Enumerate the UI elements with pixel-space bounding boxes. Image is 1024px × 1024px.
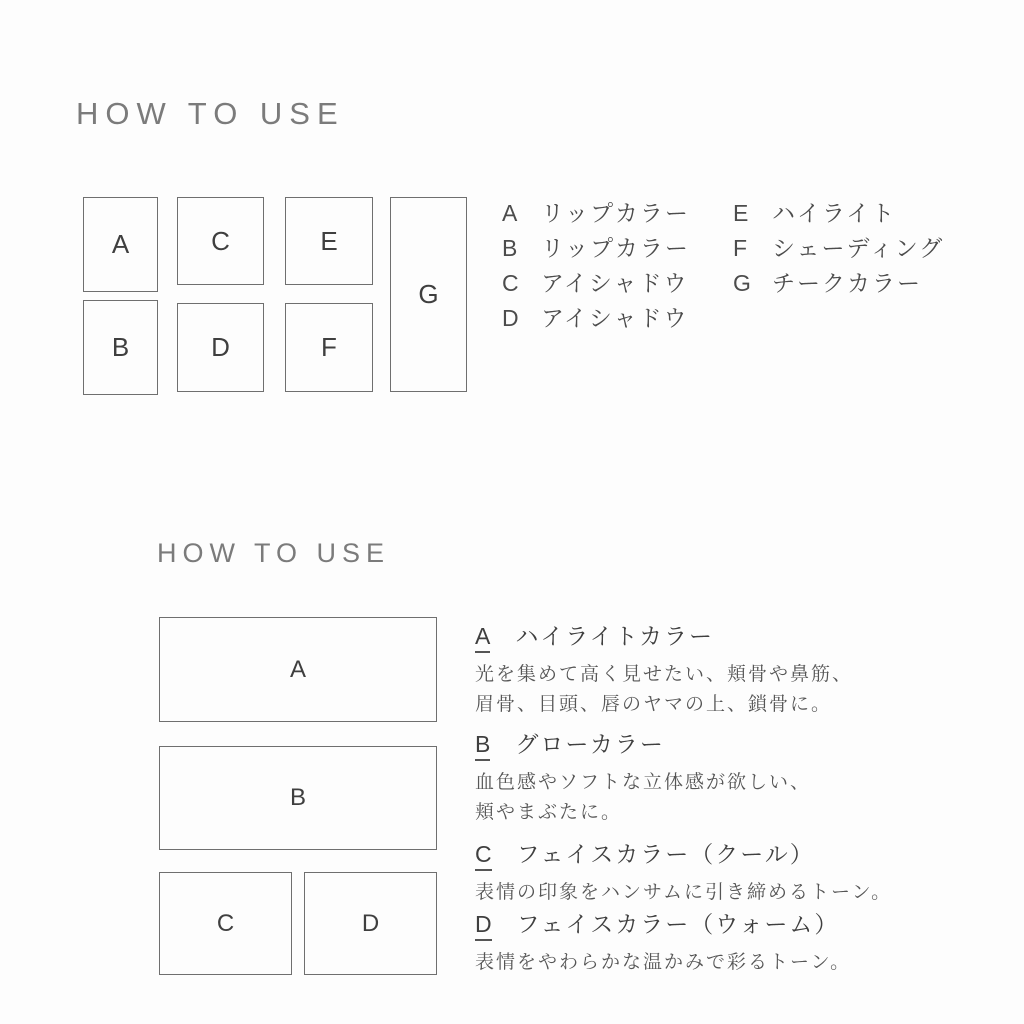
palette-box-d	[177, 303, 264, 392]
palette-box-f-label: F	[321, 332, 337, 362]
entry-c-body	[475, 878, 892, 908]
entry-d-line-1: 表情をやわらかな温かみで彩るトーン。	[475, 952, 852, 973]
legend-letter-f: F	[733, 235, 748, 261]
legend-letter-b: B	[502, 235, 518, 261]
entry-b-line-1: 血色感やソフトな立体感が欲しい、	[475, 772, 812, 793]
palette-box-e-label: E	[320, 225, 338, 256]
description-entry-b	[475, 726, 811, 828]
legend-label-f: シェーディング	[772, 235, 945, 261]
entry-a-header	[475, 618, 853, 653]
legend-row-f	[733, 231, 944, 266]
palette-box-a-label: A	[111, 229, 130, 259]
legend-label-c: アイシャドウ	[541, 270, 689, 296]
entry-c-letter: C	[475, 841, 492, 871]
legend-row-c	[502, 266, 690, 301]
legend-row-e	[733, 196, 944, 231]
legend-letter-e: E	[733, 200, 749, 226]
legend-row-a	[502, 196, 690, 231]
palette-box-a	[83, 197, 158, 292]
description-entry-d	[475, 906, 851, 978]
entry-b-line-2: 頬やまぶたに。	[475, 802, 623, 823]
palette-box-b-label: B	[111, 332, 130, 362]
entry-c-header	[475, 836, 892, 871]
face-box-a-label: A	[289, 655, 306, 683]
entry-a-line-2: 眉骨、目頭、唇のヤマの上、鎖骨に。	[475, 694, 833, 715]
entry-a-name: ハイライトカラー	[515, 623, 714, 649]
legend-label-g: チークカラー	[772, 270, 922, 296]
legend-letter-g: G	[733, 270, 751, 296]
palette-box-c-label: C	[211, 225, 230, 256]
face-box-d	[304, 872, 437, 975]
legend-row-g	[733, 266, 944, 301]
legend-row-d	[502, 301, 690, 336]
face-box-b	[159, 746, 437, 850]
legend-row-b	[502, 231, 690, 266]
section-title-top: HOW TO USE	[76, 96, 345, 131]
palette-legend-column-2	[733, 196, 944, 301]
entry-b-name: グローカラー	[515, 731, 665, 757]
palette-box-b	[83, 300, 158, 395]
legend-label-e: ハイライト	[772, 200, 897, 226]
entry-d-body	[475, 948, 851, 978]
entry-d-letter: D	[475, 911, 492, 941]
entry-a-line-1: 光を集めて高く見せたい、頬骨や鼻筋、	[475, 664, 854, 685]
legend-letter-d: D	[502, 305, 519, 331]
face-box-a	[159, 617, 437, 722]
description-entry-c	[475, 836, 892, 908]
palette-box-g-label: G	[418, 279, 439, 309]
entry-b-header	[475, 726, 811, 761]
face-box-b-label: B	[289, 784, 306, 811]
entry-a-body	[475, 660, 853, 720]
legend-label-b: リップカラー	[541, 235, 690, 261]
legend-label-d: アイシャドウ	[541, 305, 689, 331]
entry-a-letter: A	[475, 623, 490, 653]
entry-c-line-1: 表情の印象をハンサムに引き締めるトーン。	[475, 882, 893, 903]
legend-label-a: リップカラー	[541, 200, 690, 226]
palette-box-d-label: D	[211, 332, 230, 362]
face-box-c-label: C	[216, 909, 235, 937]
face-box-d-label: D	[361, 909, 380, 937]
description-entry-a	[475, 618, 853, 720]
entry-b-body	[475, 768, 811, 828]
palette-box-g	[390, 197, 467, 392]
entry-d-header	[475, 906, 851, 941]
legend-letter-c: C	[502, 270, 519, 296]
palette-box-e	[285, 197, 373, 285]
palette-legend-column-1	[502, 196, 690, 336]
entry-c-name: フェイスカラー（クール）	[516, 841, 815, 867]
palette-box-c	[177, 197, 264, 285]
palette-box-f	[285, 303, 373, 392]
face-box-c	[159, 872, 292, 975]
entry-b-letter: B	[475, 731, 490, 761]
section-title-bottom: HOW TO USE	[157, 538, 391, 568]
entry-d-name: フェイスカラー（ウォーム）	[516, 911, 840, 937]
legend-letter-a: A	[502, 200, 518, 226]
